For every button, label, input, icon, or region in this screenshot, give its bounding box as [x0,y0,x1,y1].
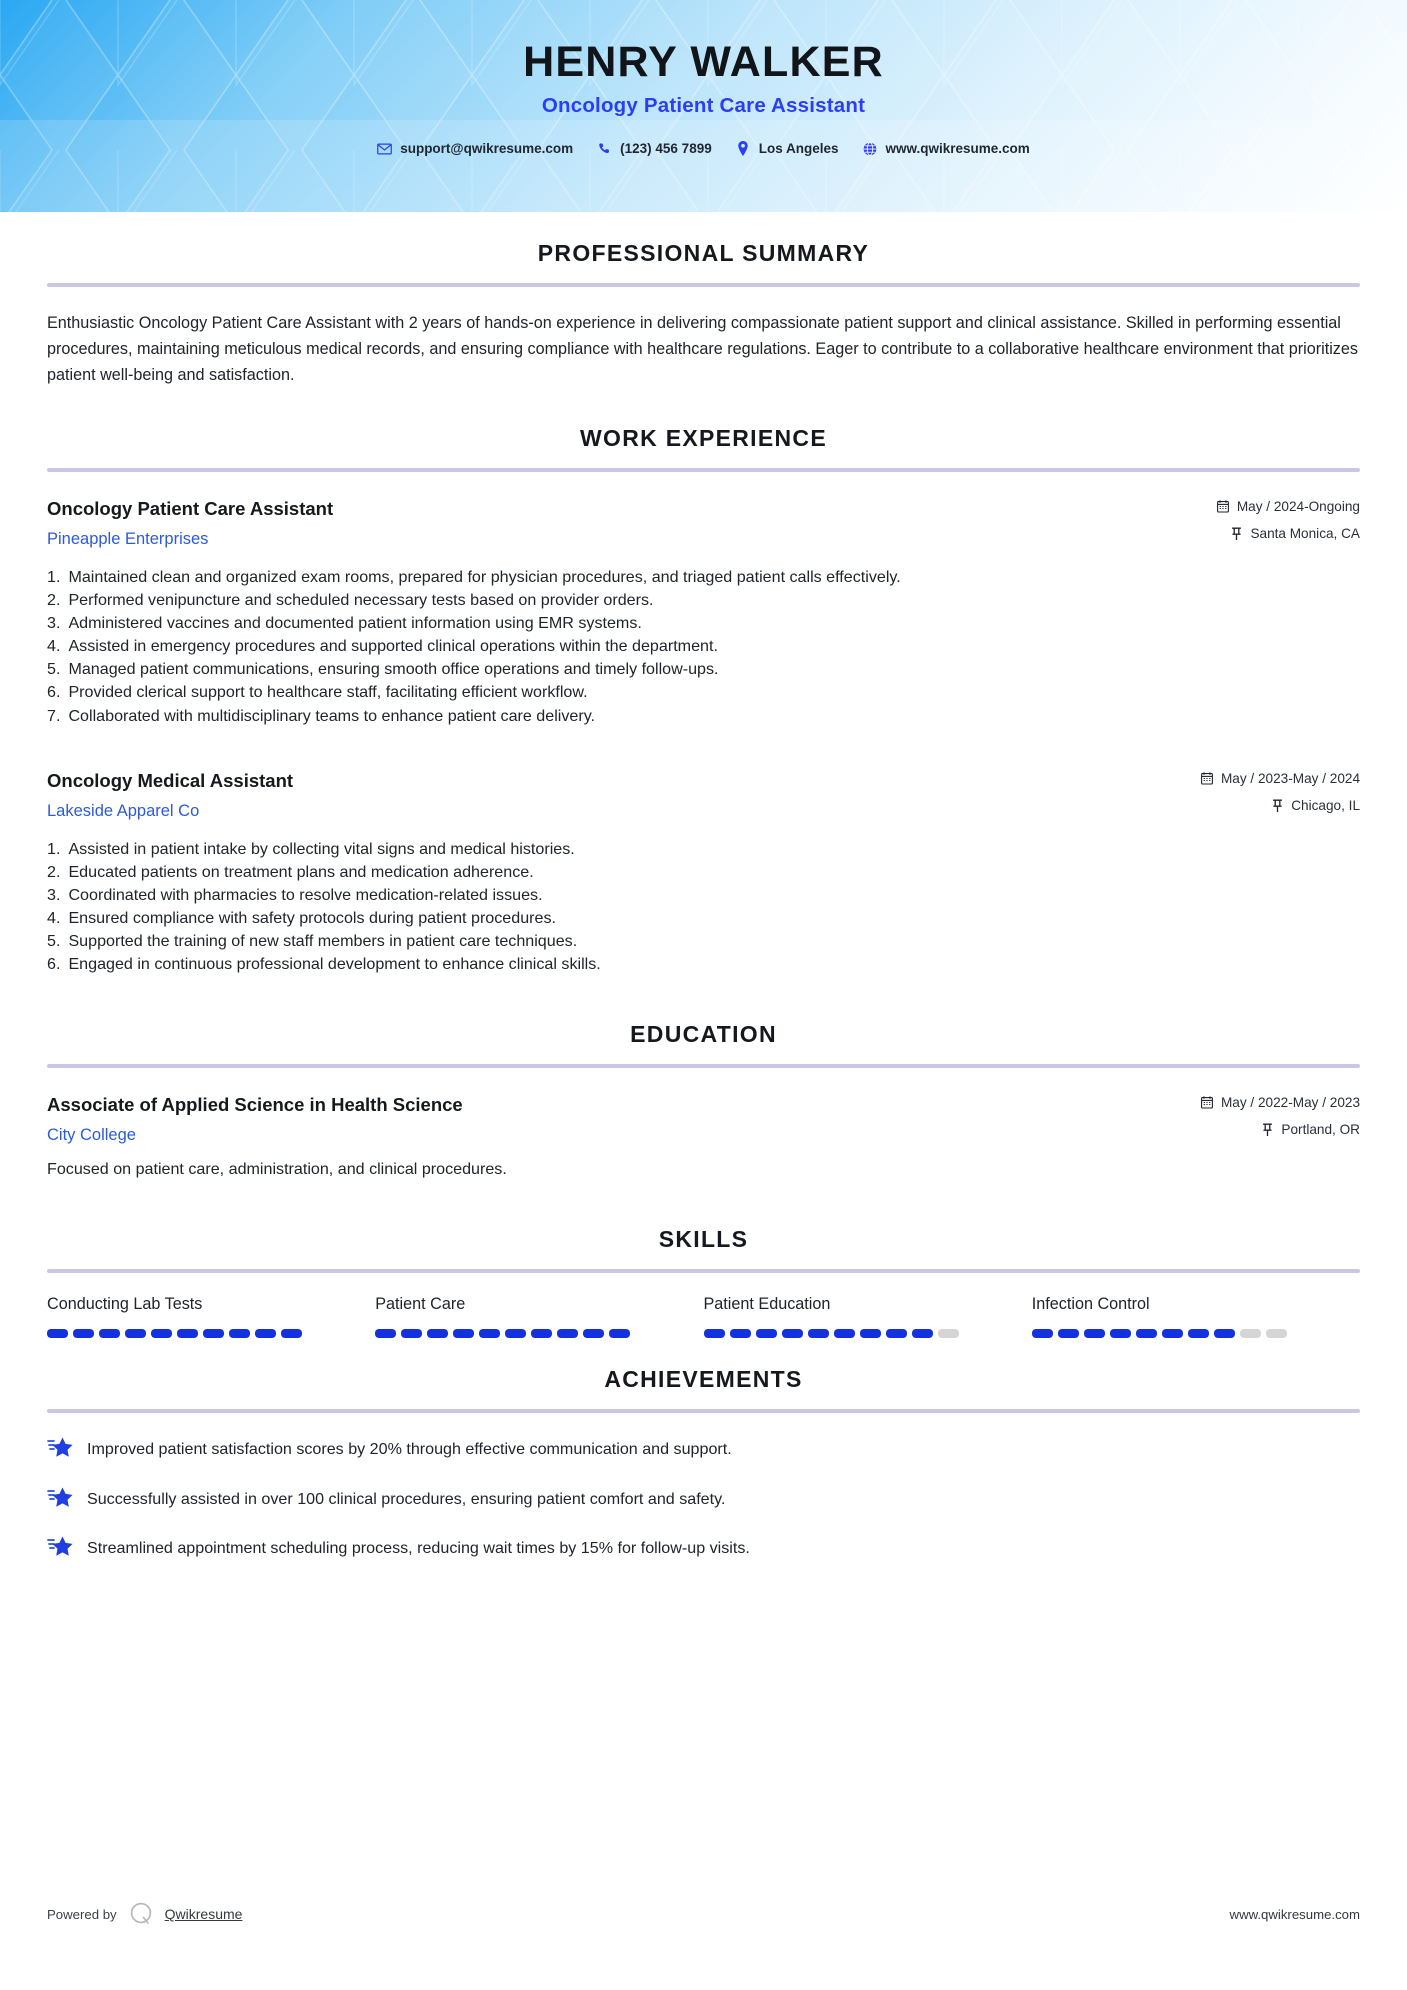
list-item: 2. Educated patients on treatment plans and medication adherence. [47,862,534,881]
skill-segment [505,1329,526,1338]
skill-rating-bar [1032,1329,1332,1338]
section-divider [47,1409,1360,1413]
work-location-text: Chicago, IL [1291,797,1360,813]
contact-phone[interactable] [597,141,712,156]
skill-segment [125,1329,146,1338]
skill-segment [479,1329,500,1338]
work-entry [47,769,1360,977]
list-item: 5. Managed patient communications, ensuring smooth office operations and timely follow-ups. [47,660,719,679]
pin-icon [1230,526,1243,540]
page-title: HENRY WALKER [523,38,884,86]
footer-website[interactable]: www.qwikresume.com [1229,1906,1360,1922]
skill-segment [808,1329,829,1338]
pin-icon [1271,798,1284,812]
list-item [47,1536,1360,1560]
work-date [1201,771,1360,786]
skill-rating-bar [47,1329,347,1338]
skill-segment [73,1329,94,1338]
skill-segment [151,1329,172,1338]
work-entry [47,497,1360,728]
skill-segment [453,1329,474,1338]
skill-segment [255,1329,276,1338]
star-icon [47,1533,73,1559]
education-entry [47,1093,1360,1182]
skill-segment [557,1329,578,1338]
list-item: 1. Assisted in patient intake by collecting vital signs and medical histories. [47,839,575,858]
star-icon [47,1484,73,1510]
resume-header [0,0,1407,212]
list-item [47,1437,1360,1461]
education-degree: Associate of Applied Science in Health Science [47,1093,463,1115]
education-description: Focused on patient care, administration, and clinical procedures. [47,1160,507,1179]
contact-website-text: www.qwikresume.com [885,141,1030,157]
section-education [47,1021,1360,1182]
list-item: 6. Provided clerical support to healthcare staff, facilitating efficient workflow. [47,683,588,702]
list-item: 5. Supported the training of new staff members in patient care techniques. [47,932,578,951]
skill-segment [99,1329,120,1338]
skill-label: Patient Education [703,1294,831,1313]
skill-item [375,1295,703,1338]
phone-icon [597,141,612,156]
globe-icon [863,141,878,156]
skill-segment [886,1329,907,1338]
work-date-text: May / 2023-May / 2024 [1220,770,1360,786]
skill-item [704,1295,1032,1338]
envelope-icon [377,141,392,156]
list-item [47,1487,1360,1511]
calendar-icon [1201,771,1214,785]
skill-segment [427,1329,448,1338]
q-logo-icon [128,1901,154,1927]
skill-segment [47,1329,68,1338]
section-title-summary: PROFESSIONAL SUMMARY [537,240,870,266]
skill-segment [1032,1329,1053,1338]
skill-segment [730,1329,751,1338]
job-title: Oncology Patient Care Assistant [541,94,866,118]
education-date [1201,1095,1360,1110]
skill-segment [834,1329,855,1338]
skill-segment [912,1329,933,1338]
list-item: 3. Coordinated with pharmacies to resolve medication-related issues. [47,885,543,904]
skill-rating-bar [704,1329,1004,1338]
skill-label: Patient Care [375,1294,466,1313]
skill-label: Infection Control [1031,1294,1150,1313]
skill-item [47,1295,375,1338]
calendar-icon [1217,499,1230,513]
skill-segment [281,1329,302,1338]
skill-segment [583,1329,604,1338]
map-pin-icon [736,141,751,156]
achievement-text: Improved patient satisfaction scores by 20% through effective communication and support. [87,1440,732,1459]
education-date-text: May / 2022-May / 2023 [1220,1094,1360,1110]
skill-segment [1240,1329,1261,1338]
pin-icon [1261,1122,1274,1136]
contact-email-text: support@qwikresume.com [400,141,574,157]
skill-segment [177,1329,198,1338]
skill-segment [1136,1329,1157,1338]
skill-segment [531,1329,552,1338]
list-item: 4. Ensured compliance with safety protocols during patient procedures. [47,909,556,928]
education-school[interactable]: City College [47,1125,136,1144]
achievement-text: Successfully assisted in over 100 clinical procedures, ensuring patient comfort and safety. [87,1489,726,1508]
contact-phone-text: (123) 456 7899 [620,141,712,157]
work-company[interactable]: Pineapple Enterprises [47,529,209,548]
section-achievements [47,1366,1360,1560]
skill-segment [704,1329,725,1338]
work-location [1217,526,1360,541]
contact-row [0,141,1407,156]
star-icon [47,1434,73,1460]
skill-segment [609,1329,630,1338]
skill-segment [1162,1329,1183,1338]
contact-website[interactable] [863,141,1030,156]
work-location-text: Santa Monica, CA [1250,525,1360,541]
section-skills [47,1226,1360,1338]
list-item: 2. Performed venipuncture and scheduled necessary tests based on provider orders. [47,590,654,609]
calendar-icon [1201,1095,1214,1109]
work-location [1201,798,1360,813]
section-divider [47,283,1360,287]
section-title-education: EDUCATION [630,1020,777,1047]
work-company[interactable]: Lakeside Apparel Co [47,801,200,820]
brand-link[interactable]: Qwikresume [164,1906,243,1922]
achievements-list [47,1437,1360,1560]
skill-segment [1188,1329,1209,1338]
list-item: 7. Collaborated with multidisciplinary teams to enhance patient care delivery. [47,706,596,725]
work-role: Oncology Patient Care Assistant [47,497,334,519]
skill-segment [1214,1329,1235,1338]
achievement-text: Streamlined appointment scheduling process, reducing wait times by 15% for follow-up visits. [87,1538,750,1557]
work-date-text: May / 2024-Ongoing [1236,498,1360,514]
page-footer [47,1901,1360,1927]
section-work-experience [47,425,1360,977]
list-item: 1. Maintained clean and organized exam rooms, prepared for physician procedures, and triaged patient calls effectively. [47,567,901,586]
skill-label: Conducting Lab Tests [47,1294,203,1313]
section-divider [47,1064,1360,1068]
powered-by-label: Powered by [47,1906,117,1922]
skill-segment [1110,1329,1131,1338]
skill-segment [203,1329,224,1338]
work-bullets [47,566,1360,728]
skills-grid [47,1295,1360,1338]
skill-segment [756,1329,777,1338]
section-title-skills: SKILLS [658,1225,749,1252]
skill-segment [375,1329,396,1338]
contact-email[interactable] [377,141,573,156]
list-item: 3. Administered vaccines and documented patient information using EMR systems. [47,613,642,632]
skill-rating-bar [375,1329,675,1338]
section-title-work: WORK EXPERIENCE [580,424,827,451]
section-title-achievements: ACHIEVEMENTS [604,1366,803,1393]
work-bullets [47,838,1360,977]
skill-segment [938,1329,959,1338]
skill-segment [860,1329,881,1338]
skill-segment [1084,1329,1105,1338]
section-professional-summary [47,240,1360,389]
education-location [1201,1122,1360,1137]
skill-segment [229,1329,250,1338]
skill-segment [1266,1329,1287,1338]
work-role: Oncology Medical Assistant [47,769,294,791]
list-item: 4. Assisted in emergency procedures and supported clinical operations within the department. [47,637,718,656]
summary-text: Enthusiastic Oncology Patient Care Assistant with 2 years of hands-on experience in delivering compassionate patient support and clinical assistance. Skilled in performing essential procedures, maintaining meticulous medical records, and ensuring compliance with healthcare regulations. Eager to contribute to a collaborative healthcare environment that prioritizes patient well-being and satisfaction. [47,314,1358,385]
work-date [1217,499,1360,514]
skill-segment [782,1329,803,1338]
contact-location-text: Los Angeles [758,141,839,157]
skill-item [1032,1295,1360,1338]
section-divider [47,1269,1360,1273]
education-location-text: Portland, OR [1281,1121,1360,1137]
contact-location [736,141,839,156]
list-item: 6. Engaged in continuous professional development to enhance clinical skills. [47,955,601,974]
skill-segment [1058,1329,1079,1338]
section-divider [47,468,1360,472]
skill-segment [401,1329,422,1338]
